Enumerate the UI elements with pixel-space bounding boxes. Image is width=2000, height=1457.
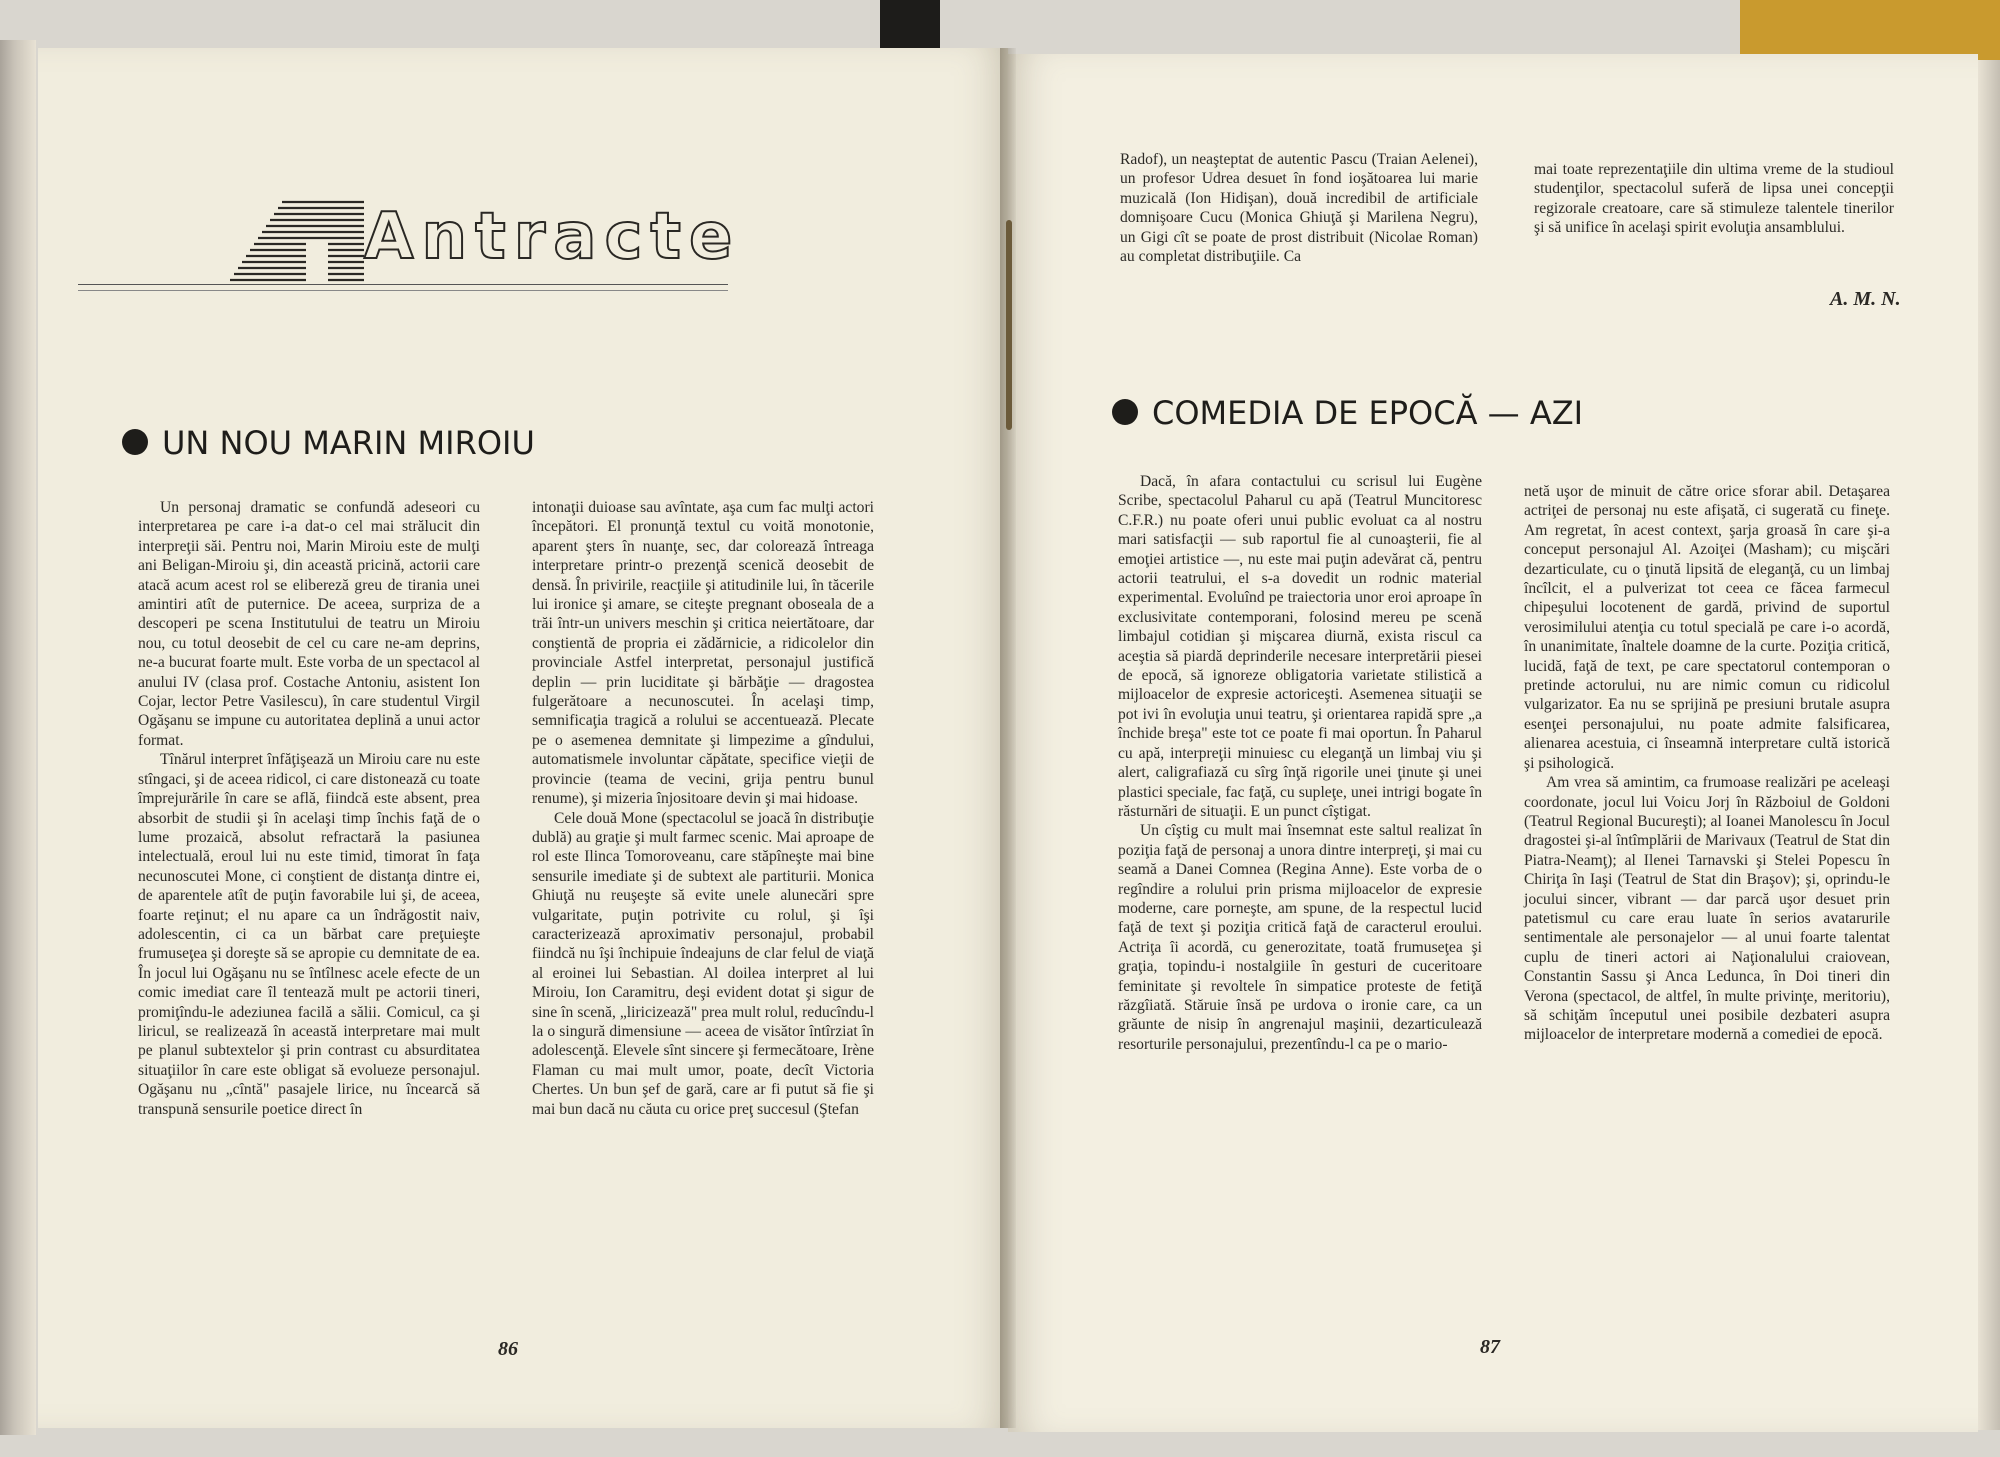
- masthead: [224, 196, 741, 282]
- book-edge-right: [1978, 50, 2000, 1430]
- paragraph: Tînărul interpret înfăţişează un Miroiu care nu este stîngaci, şi de aceea ridicol, ci care distonează cu toate împrejurările în care se află, fiindcă este absent, prea absorbit de studii şi în acelaşi timp închis faţă de o lume prozaică, absolut refractară la pasiunea intelectuală, eroul lui nu este timid, timorat în faţa necunoscutei Mone, ci conştient de distanţa dintre ei, de aparentele atît de puţin favorabile lui şi, de aceea, foarte reţinut; el nu apare ca un îndrăgostit naiv, adolescentin, ci ca un bărbat care preţuieşte frumuseţea şi doreşte să se apropie cu demnitate de ea. În jocul lui Ogăşanu nu se întîlnesc acele efecte de un comic imediat care îl tentează mult pe actorii tineri, promiţîndu-le adeziunea facilă a sălii. Comicul, ca şi liricul, se realizează în această interpretare mai mult pe planul subtextelor şi prin contrast cu absurditatea situaţiilor în care este obligat să evolueze personajul. Ogăşanu nu „cîntă" pasajele lirice, nu încearcă să transpună sensurile poetice direct în: [138, 751, 480, 1118]
- left-page: [38, 48, 1008, 1428]
- book-edge-left: [0, 40, 36, 1435]
- paragraph: intonaţii duioase sau avîntate, aşa cum fac mulţi actori începători. El pronunţă textul cu voită monotonie, aparent şters în nuanţe, sec, dar colorează întreaga interpretare printr-o prezenţă scenică deosebit de densă. În privirile, reacţiile şi atitudinile lui, în tăcerile lui ironice şi amare, se citeşte pregnant oboseala de a trăi într-un univers meschin şi critica neiertătoare, dar conştientă de propria ei zădărnicie, a ridicolelor din provinciale Astfel interpretat, personajul justifică deplin — prin luciditate şi bărbăţie — dragostea fulgerătoare a necunoscutei. În acelaşi timp, semnificaţia tragică a rolului se accentuează. Plecate pe o asemenea demnitate şi limpezime a gîndului, automatismele involuntar căpătate, specifice vieţii de provincie (teama de vecini, grija pentru bunul renume), şi mizeria înjositoare devin şi mai hidoase.: [532, 499, 874, 808]
- masthead-initial-a: [224, 196, 364, 282]
- masthead-title: Antracte: [364, 200, 741, 274]
- bullet-icon: [122, 429, 148, 455]
- paragraph: Am vrea să amintim, ca frumoase realizări pe aceleaşi coordonate, jocul lui Voicu Jorj în Războiul de Goldoni (Teatrul Regional Bucureşti); al Ioanei Manolescu în Jocul dragostei şi-al întîmplării de Marivaux (Teatrul de Stat din Piatra-Neamţ); al Ilenei Tarnavski şi Stelei Popescu în Chiriţa în Iaşi (Teatrul de Stat din Braşov); şi, oprindu-le jocului sincer, vibrant — dar parcă uşor desuet prin patetismul cu care erau luate în serios avatarurile sentimentale ale personajelor — al unui foarte talentat cuplu de tineri actori ai Naţionalului craiovean, Constantin Sassu şi Anca Ledunca, în Doi tineri din Verona (spectacol, de altfel, în multe privinţe, meritoriu), să schiţăm începutul unei posibile dezbateri asupra mijloacelor de interpretare modernă a comediei de epocă.: [1524, 774, 1890, 1044]
- top-tab: [1740, 0, 2000, 60]
- paragraph: mai toate reprezentaţiile din ultima vreme de la studioul studenţilor, spectacolul suferă de lipsa unei concepţii regizorale creatoare, care să stimuleze talentele tinerilor şi să unifice în acelaşi spirit evoluţia ansamblului.: [1534, 161, 1894, 237]
- article-column-1: [1118, 472, 1482, 1054]
- paragraph: netă uşor de minuit de către orice sforar abil. Detaşarea actriţei de personaj nu este afişată, ci sugerată cu fineţe. Am regretat, în acest context, şarja groasă în care şi-a conceput personajul Al. Azoiţei (Masham); cu mişcări dezarticulate, cu o ţinută lipsită de eleganţă, cu un limbaj încîlcit, el a pulverizat tot ceea ce făcea farmecul chipeşului locotenent de gardă, privind de suportul verosimilului atenţia cu totul specială pe care i-o acordă, în unanimitate, înaltele doamne de la curte. Poziţia critică, lucidă, faţă de text, pe care spectatorul contemporan o pretinde actorului, nu are nimic comun cu ridicolul vulgarizator. Ea nu se sprijină pe presiuni brutale asupra esenţei personajului, nu poate admite falsificarea, alienarea acestuia, ci înseamnă interpretare cultă istorică şi psihologică.: [1524, 483, 1890, 772]
- paragraph: Dacă, în afara contactului cu scrisul lui Eugène Scribe, spectacolul Paharul cu apă (Teatrul Muncitoresc C.F.R.) nu poate oferi unui public evoluat ca al nostru mari satisfacţii — sub raportul fie al cunoaşterii, fie al emoţiei artistice —, nu este mai puţin adevărat că, pentru actorii teatrului, el s-a dovedit un rodnic material experimental. Evoluînd pe traiectoria unor eroi aproape în exclusivitate contemporani, folosind mereu pe scenă limbajul cotidian şi mişcarea diurnă, exista riscul ca aceştia să piardă deprinderile necesare interpretării piesei de epocă, să ignoreze obligatoria varietate stilistică a mijloacelor de expresie actoriceşti. Asemenea situaţii se pot ivi în evoluţia unui teatru, şi orientarea rapidă spre „a închide breşa" este tot ce poate fi mai oportun. În Paharul cu apă, interpreţii minuiesc cu eleganţă un limbaj viu şi alert, caligrafiază cu sîrg înţă rigorile unei ţinute şi unei plastici speciale, fac faţă, cu supleţe, unei intrigi bogate în răsturnări de situaţii. E un punct cîştigat.: [1118, 473, 1482, 820]
- paragraph: Un personaj dramatic se confundă adeseori cu interpretarea pe care i-a dat-o cel mai strălucit din interpreţii săi. Pentru noi, Marin Miroiu este de mulţi ani Beligan-Miroiu şi, din această pricină, actorii care atacă acum acest rol se elibereză greu de tirania unei amintiri atît de puternice. De aceea, surpriza de a descoperi pe scena Institutului de teatru un Miroiu nou, cu totul deosebit de cel cu care ne-am deprins, ne-a bucurat foarte mult. Este vorba de un spectacol al anului IV (clasa prof. Costache Antoniu, asistent Ion Cojar, lector Petre Vasilescu), în care studentul Virgil Ogăşanu se impune cu autoritatea deplină a unui actor format.: [138, 499, 480, 749]
- page-number: 86: [498, 1338, 518, 1360]
- closing-column: [1534, 160, 1894, 238]
- masthead-rule: [78, 284, 728, 285]
- bullet-icon: [1112, 399, 1138, 425]
- section-title-comedia: [1112, 394, 1583, 432]
- paragraph: Cele două Mone (spectacolul se joacă în distribuţie dublă) au graţie şi mult farmec scenic. Mai aproape de rol este Ilinca Tomoroveanu, care stăpîneşte mai bine sensurile imediate şi de subtext ale partiturii. Monica Ghiuţă nu reuşeşte să evite unele alunecări spre vulgaritate, puţin potrivite cu rolul, şi îşi caracterizează aproximativ personajul, probabil fiindcă nu îşi închipuie îndeajuns de clar felul de viaţă al eroinei lui Sebastian. Al doilea interpret al lui Miroiu, Ion Caramitru, deşi evident dotat şi sigur de sine în scenă, „liricizează" prea mult rolul, reducîndu-l la o singură dimensiune — aceea de visător întîrziat în adolescenţă. Elevele sînt sincere şi fermecătoare, Irène Flaman cu mai mult umor, poate, decît Victoria Chertes. Un bun şef de gară, care ar fi putut să fie şi mai bun dacă nu căuta cu orice preţ succesul (Ştefan: [532, 809, 874, 1118]
- right-page: [1008, 54, 1978, 1432]
- paragraph: Un cîştig cu mult mai însemnat este saltul realizat în poziţia faţă de personaj a unora dintre interpreţi, şi mai cu seamă a Danei Comnea (Regina Anne). Este vorba de o regîndire a rolului prin prisma mijloacelor de expresie moderne, care porneşte, am spune, de la respectul lucid faţă de text şi poziţia critică faţă de caracterul eroului. Actriţa îi acordă, cu generozitate, toată frumuseţea şi graţia, topindu-i nostalgiile în gesturi de cuceritoare feminitate şi revoltele în simpatice proteste de fetiţă răzgîiată. Stăruie însă pe urdova o ironie care, ca un grăunte de nisip în angrenajul maşinii, dezarticulează resorturile personajului, prezentîndu-l ca pe o mario-: [1118, 822, 1482, 1053]
- section-title-text: COMEDIA DE EPOCĂ — AZI: [1152, 394, 1584, 432]
- page-number: 87: [1480, 1336, 1500, 1358]
- article-column-1: [138, 498, 480, 1119]
- paragraph: Radof), un neaşteptat de autentic Pascu (Traian Aelenei), un profesor Udrea desuet în fond ioşătoarea lui marie muzicală (Ion Hidişan), două incredibil de artificiale domnişoare Cucu (Monica Ghiuţă şi Marilena Negru), un Gigi cît se poate de prost distribuit (Nicolae Roman) au completat distribuţiile. Ca: [1120, 151, 1478, 266]
- masthead-rule-thin: [78, 290, 728, 291]
- section-title-text: UN NOU MARIN MIROIU: [162, 424, 535, 462]
- binding-thread: [1006, 220, 1012, 430]
- article-column-2: [1524, 482, 1890, 1045]
- section-title-marin-miroiu: [122, 424, 535, 462]
- author-signature: A. M. N.: [1830, 288, 1901, 310]
- article-column-2: [532, 498, 874, 1119]
- continued-column: [1120, 150, 1478, 266]
